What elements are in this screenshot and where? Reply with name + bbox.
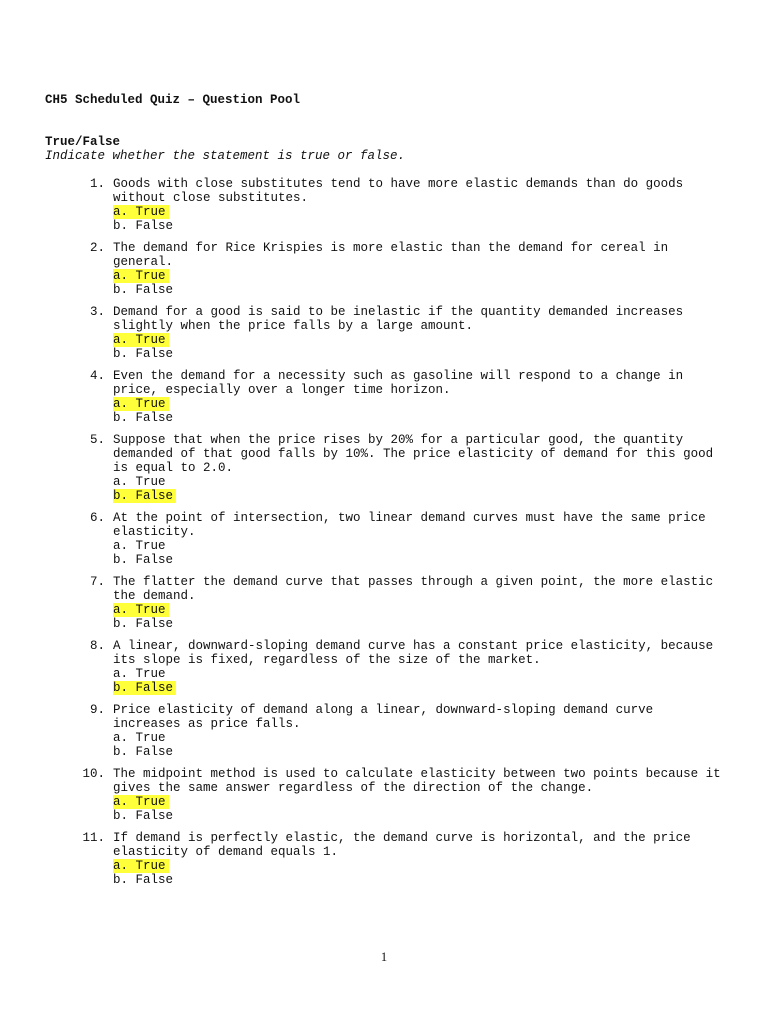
option-false: b. False [113, 809, 174, 823]
question-item [0, 703, 768, 759]
question-item [0, 369, 768, 425]
section-instructions: Indicate whether the statement is true or false. [45, 149, 406, 163]
question-text: Even the demand for a necessity such as gasoline will respond to a change in price, especially over a longer time horizon. [113, 369, 684, 397]
option-true: a. True [113, 603, 169, 617]
question-item [0, 639, 768, 695]
option-true: a. True [113, 731, 166, 745]
question-number: 6. [89, 511, 105, 525]
question-text: At the point of intersection, two linear demand curves must have the same price elasticity. [113, 511, 706, 539]
option-false: b. False [113, 617, 174, 631]
question-item [0, 511, 768, 567]
question-text: Goods with close substitutes tend to have more elastic demands than do goods without close substitutes. [113, 177, 684, 205]
question-item [0, 241, 768, 297]
question-text: If demand is perfectly elastic, the demand curve is horizontal, and the price elasticity of demand equals 1. [113, 831, 691, 859]
option-true: a. True [113, 475, 166, 489]
question-number: 8. [89, 639, 105, 653]
question-item [0, 177, 768, 233]
option-true: a. True [113, 333, 169, 347]
question-number: 11. [82, 831, 105, 845]
option-true: a. True [113, 667, 166, 681]
option-false: b. False [113, 681, 176, 695]
document-title: CH5 Scheduled Quiz – Question Pool [45, 93, 301, 107]
question-text: The demand for Rice Krispies is more elastic than the demand for cereal in general. [113, 241, 669, 269]
option-true: a. True [113, 269, 169, 283]
question-item [0, 433, 768, 503]
option-false: b. False [113, 219, 174, 233]
section-title: True/False [45, 135, 121, 149]
option-false: b. False [113, 873, 174, 887]
question-number: 4. [89, 369, 105, 383]
option-true: a. True [113, 397, 169, 411]
question-text: A linear, downward-sloping demand curve has a constant price elasticity, because its slope is fixed, regardless of the size of the market. [113, 639, 714, 667]
question-number: 2. [89, 241, 105, 255]
question-item [0, 575, 768, 631]
question-text: The flatter the demand curve that passes through a given point, the more elastic the demand. [113, 575, 714, 603]
page-number: 1 [380, 950, 388, 964]
option-true: a. True [113, 205, 169, 219]
question-number: 5. [89, 433, 105, 447]
question-text: Demand for a good is said to be inelastic if the quantity demanded increases slightly when the price falls by a large amount. [113, 305, 684, 333]
option-true: a. True [113, 859, 169, 873]
question-text: Price elasticity of demand along a linear, downward-sloping demand curve increases as price falls. [113, 703, 654, 731]
option-false: b. False [113, 745, 174, 759]
question-number: 9. [89, 703, 105, 717]
option-false: b. False [113, 411, 174, 425]
question-number: 10. [82, 767, 105, 781]
option-false: b. False [113, 553, 174, 567]
question-list [0, 177, 768, 895]
option-false: b. False [113, 283, 174, 297]
question-item [0, 305, 768, 361]
question-number: 3. [89, 305, 105, 319]
option-true: a. True [113, 539, 166, 553]
question-text: The midpoint method is used to calculate elasticity between two points because it gives the same answer regardless of the direction of the change. [113, 767, 721, 795]
option-false: b. False [113, 489, 176, 503]
question-number: 7. [89, 575, 105, 589]
question-text: Suppose that when the price rises by 20% for a particular good, the quantity demanded of that good falls by 10%. The price elasticity of demand for this good is equal to 2.0. [113, 433, 714, 475]
option-false: b. False [113, 347, 174, 361]
option-true: a. True [113, 795, 169, 809]
question-item [0, 767, 768, 823]
question-item [0, 831, 768, 887]
question-number: 1. [89, 177, 105, 191]
